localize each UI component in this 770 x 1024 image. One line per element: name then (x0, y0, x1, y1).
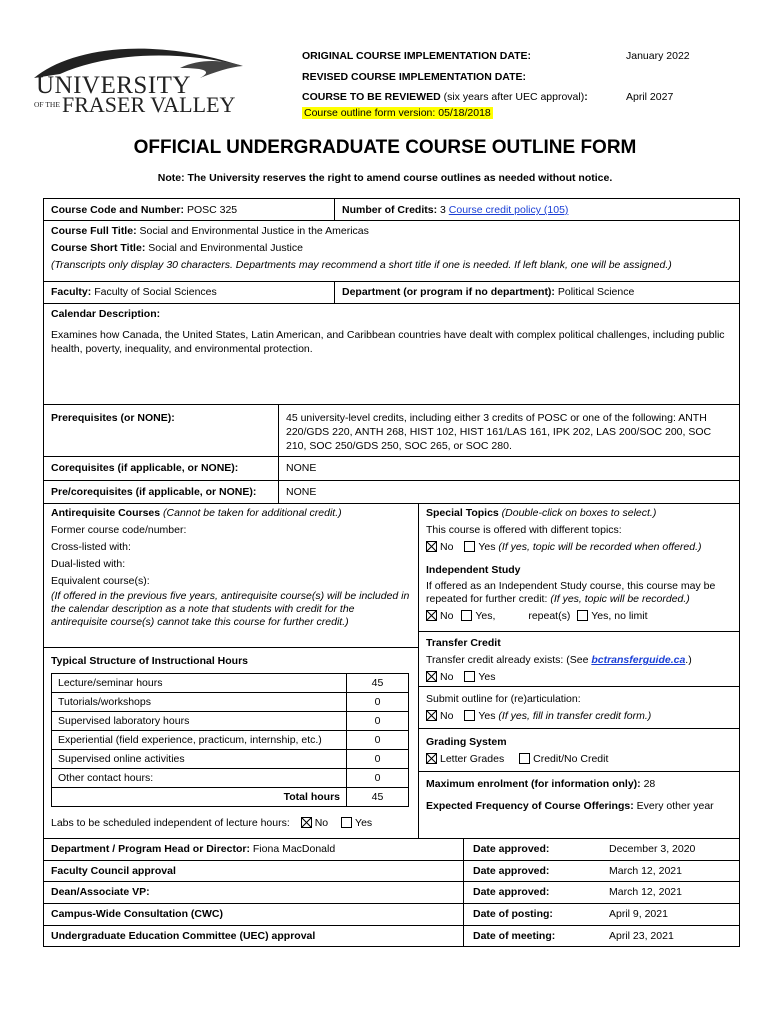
hours-row-value[interactable]: 45 (347, 674, 409, 693)
approval-label: Faculty Council approval (51, 865, 176, 877)
prereq-value[interactable]: 45 university-level credits, including either 3 credits of POSC or one of the following: ANTH 220/GDS 220, ANTH 268, HIST 102, HIST 161/LAS 161, IPK 202, LAS 200/SOC 200, SOC 210, SOC 250/GDS 250, SOC 265, or SOC 280. (286, 412, 712, 452)
independent-yes-checkbox[interactable] (461, 610, 472, 621)
full-title-value[interactable]: Social and Environmental Justice in the Americas (139, 225, 369, 237)
special-yes-checkbox[interactable] (464, 541, 475, 552)
calendar-text[interactable]: Examines how Canada, the United States, Latin American, and Caribbean countries have dealt with complex political challenges, including public health, poverty, inequality, and environmental protection. (51, 329, 725, 355)
calendar-label: Calendar Description: (51, 308, 161, 320)
table-row (52, 674, 409, 693)
precoreq-label: Pre/corequisites (if applicable, or NONE): (51, 486, 257, 498)
date-value[interactable]: December 3, 2020 (609, 843, 696, 855)
faculty-label: Faculty: (51, 286, 92, 298)
page-title: OFFICIAL UNDERGRADUATE COURSE OUTLINE FORM (133, 137, 637, 158)
coreq-label: Corequisites (if applicable, or NONE): (51, 462, 239, 474)
credit-policy-link[interactable]: Course credit policy (105) (448, 204, 569, 216)
independent-title: Independent Study (426, 564, 521, 576)
department-label: Department (or program if no department): (342, 286, 555, 298)
articulation-yes-label: Yes (478, 710, 496, 722)
transcript-note: (Transcripts only display 30 characters. Departments may recommend a short title if one is needed. If left blank, one will be assigned.) (51, 259, 672, 271)
credit-nocredit-label: Credit/No Credit (533, 753, 609, 765)
articulation-no-label: No (440, 710, 454, 722)
date-value[interactable]: April 23, 2021 (609, 930, 674, 942)
letter-grades-checkbox[interactable] (426, 753, 437, 764)
submit-text: Submit outline for (re)articulation: (426, 693, 581, 705)
labs-no-checkbox[interactable] (301, 817, 312, 828)
short-title-value[interactable]: Social and Environmental Justice (148, 242, 303, 254)
date-value[interactable]: March 12, 2021 (609, 865, 682, 877)
table-row (52, 769, 409, 788)
transfer-title: Transfer Credit (426, 637, 501, 649)
hours-row-value[interactable]: 0 (347, 712, 409, 731)
independent-text: If offered as an Independent Study course, this course may be repeated for further credit: (426, 580, 716, 605)
table-row (52, 750, 409, 769)
review-label: COURSE TO BE REVIEWED (302, 91, 441, 103)
letter-grades-label: Letter Grades (440, 753, 505, 765)
coreq-value[interactable]: NONE (286, 462, 317, 474)
labs-label: Labs to be scheduled independent of lecture hours: (51, 817, 290, 829)
course-titles (51, 224, 731, 272)
date-label: Date approved: (473, 865, 550, 877)
former-code-label: Former course code/number: (51, 524, 187, 536)
date-label: Date of meeting: (473, 930, 556, 942)
labs-yes-checkbox[interactable] (341, 817, 352, 828)
date-value[interactable]: April 9, 2021 (609, 908, 668, 920)
revised-impl-label: REVISED COURSE IMPLEMENTATION DATE: (302, 71, 527, 83)
review-colon: : (584, 91, 588, 103)
hours-table (51, 673, 409, 807)
independent-yes-label: Yes, (475, 610, 496, 622)
nolimit-checkbox[interactable] (577, 610, 588, 621)
independent-study-section (426, 563, 736, 623)
enrolment-field (426, 778, 655, 790)
transfer-exists-text: Transfer credit already exists: (See (426, 654, 589, 666)
short-title-label: Course Short Title: (51, 242, 146, 254)
full-title-label: Course Full Title: (51, 225, 137, 237)
articulation-section (426, 692, 736, 723)
review-note: (six years after UEC approval) (443, 91, 585, 103)
date-label: Date approved: (473, 886, 550, 898)
transfer-yes-label: Yes (478, 671, 496, 683)
credits-label: Number of Credits: (342, 204, 438, 216)
hours-row-label: Tutorials/workshops (52, 693, 347, 712)
faculty-field (51, 286, 217, 298)
labs-no-label: No (314, 817, 329, 829)
hours-row-label: Other contact hours: (52, 769, 347, 788)
approval-label: Department / Program Head or Director: (51, 843, 250, 855)
special-topics-section (426, 506, 736, 554)
orig-impl-value: January 2022 (626, 50, 690, 62)
transfer-section (426, 636, 736, 684)
hours-title: Typical Structure of Instructional Hours (51, 655, 248, 667)
approval-row-dept (51, 843, 335, 855)
hours-row-label: Supervised online activities (52, 750, 347, 769)
faculty-value[interactable]: Faculty of Social Sciences (94, 286, 217, 298)
labs-yes-label: Yes (355, 817, 373, 829)
logo-university: UNIVERSITY (36, 72, 191, 99)
special-yes-label: Yes (478, 541, 496, 553)
antireq-title: Antirequisite Courses (51, 507, 161, 519)
articulation-yes-checkbox[interactable] (464, 710, 475, 721)
credit-nocredit-checkbox[interactable] (519, 753, 530, 764)
hours-row-label: Supervised laboratory hours (52, 712, 347, 731)
table-row (52, 731, 409, 750)
frequency-value[interactable]: Every other year (636, 800, 714, 812)
antireq-title-note: (Cannot be taken for additional credit.) (163, 507, 342, 519)
grading-title: Grading System (426, 736, 507, 748)
frequency-field (426, 799, 726, 813)
logo-of-the: OF THE (34, 100, 60, 109)
transfer-yes-checkbox[interactable] (464, 671, 475, 682)
special-yes-note: (If yes, topic will be recorded when offered.) (498, 541, 702, 553)
course-code-value[interactable]: POSC 325 (186, 204, 238, 216)
repeat-label: repeat(s) (528, 610, 571, 622)
table-row (52, 693, 409, 712)
transfer-no-checkbox[interactable] (426, 671, 437, 682)
hours-row-value[interactable]: 0 (347, 769, 409, 788)
approval-name[interactable]: Fiona MacDonald (252, 843, 336, 855)
independent-no-checkbox[interactable] (426, 610, 437, 621)
hours-row-value[interactable]: 0 (347, 731, 409, 750)
university-logo (30, 40, 250, 120)
credits-field (342, 204, 568, 216)
orig-impl-label: ORIGINAL COURSE IMPLEMENTATION DATE: (302, 50, 532, 62)
date-label: Date approved: (473, 843, 550, 855)
special-topics-note: (Double-click on boxes to select.) (501, 507, 657, 519)
department-field (342, 286, 634, 298)
precoreq-value[interactable]: NONE (286, 486, 317, 498)
antireq-note: (If offered in the previous five years, antirequisite course(s) will be included in the calendar description as a note that students with credit for the antirequisite course(s) cannot take this course for further credit.) (51, 590, 410, 628)
date-value[interactable]: March 12, 2021 (609, 886, 682, 898)
review-value: April 2027 (626, 91, 674, 103)
table-row (52, 712, 409, 731)
nolimit-label: Yes, no limit (591, 610, 648, 622)
course-code-label: Course Code and Number: (51, 204, 185, 216)
enrolment-value[interactable]: 28 (643, 778, 656, 790)
transfer-exists-end: .) (685, 654, 692, 666)
prereq-label: Prerequisites (or NONE): (51, 412, 175, 424)
hours-row-value[interactable]: 0 (347, 693, 409, 712)
date-label: Date of posting: (473, 908, 553, 920)
approval-label: Dean/Associate VP: (51, 886, 150, 898)
form-version: Course outline form version: 05/18/2018 (304, 107, 491, 119)
equivalent-label: Equivalent course(s): (51, 575, 150, 587)
hours-row-label: Experiential (field experience, practicum, internship, etc.) (52, 731, 347, 750)
special-no-checkbox[interactable] (426, 541, 437, 552)
table-row (52, 788, 409, 807)
amend-note: Note: The University reserves the right to amend course outlines as needed without notice. (157, 172, 613, 184)
transfer-no-label: No (440, 671, 454, 683)
bctransferguide-link[interactable]: bctransferguide.ca (591, 654, 686, 666)
special-no-label: No (440, 541, 454, 553)
review-line (302, 91, 588, 103)
logo-fraser-valley: FRASER VALLEY (62, 92, 236, 117)
cross-listed-label: Cross-listed with: (51, 541, 131, 553)
total-hours-label: Total hours (52, 788, 347, 807)
frequency-label: Expected Frequency of Course Offerings: (426, 800, 634, 812)
special-topics-text: This course is offered with different topics: (426, 524, 622, 536)
hours-row-value[interactable]: 0 (347, 750, 409, 769)
antireq-section (51, 506, 413, 629)
dual-listed-label: Dual-listed with: (51, 558, 126, 570)
enrolment-label: Maximum enrolment (for information only): (426, 778, 641, 790)
independent-note: (If yes, topic will be recorded.) (550, 593, 690, 605)
approval-label: Undergraduate Education Committee (UEC) approval (51, 930, 316, 942)
hours-row-label: Lecture/seminar hours (52, 674, 347, 693)
labs-line (51, 817, 372, 829)
total-hours-value[interactable]: 45 (347, 788, 409, 807)
articulation-no-checkbox[interactable] (426, 710, 437, 721)
independent-no-label: No (440, 610, 454, 622)
department-value[interactable]: Political Science (557, 286, 635, 298)
articulation-yes-note: (If yes, fill in transfer credit form.) (498, 710, 652, 722)
credits-value[interactable]: 3 (440, 204, 446, 216)
course-code-field (51, 204, 237, 216)
special-topics-title: Special Topics (426, 507, 499, 519)
approval-label: Campus-Wide Consultation (CWC) (51, 908, 223, 920)
grading-section (426, 735, 736, 766)
